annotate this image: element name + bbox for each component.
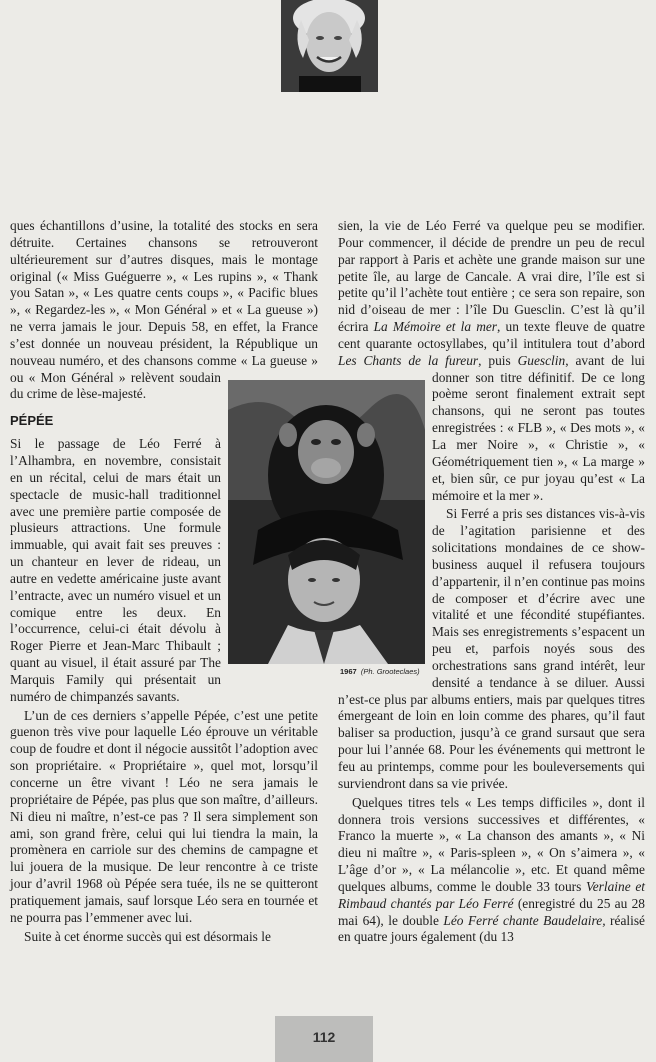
left-paragraph-4: Suite à cet énorme succès qui est désormais le [24,928,271,944]
right-paragraph-2: Si Ferré a pris ses distances vis-à-vis de l’agitation parisienne et des solicitations mondaines de ce show-business auquel il refusera toujours d’appartenir, il n’en continue pas moins de composer et d’écrire avec une vitalité et une fécondité stupéfiantes. Mais ses enregistrements s’espacent un peu et, parfois noyés sous des orchestrations sans grand intérêt, leur densité a tendance à se diluer. Aussi n’est-ce plus par albums entiers, mais par quelques titres émergeant de loin en loin comme des phares, qu’il faut baliser sa production, jusqu’à ce grand sursaut que sera pour lui l’année 68. Pour les événements qui mettront le feu au printemps, comme pour les bouleversements qui surviendront dans sa vie privée. [338,506,645,791]
left-paragraph-3: L’un de ces derniers s’appelle Pépée, c’est une petite guenon très vive pour laquelle Léo éprouve un véritable coup de foudre et dont il négocie aussitôt l’adoption avec son propriétaire. « Propriétaire », quel mot, lorsqu’il concerne un être vivant ! Léo ne sera jamais le propriétaire de Pépée, pas plus que son maître, d’ailleurs. Ni dieu ni maître, n’est-ce pas ? Il sera simplement son ami, son grand frère, celui qui lui tiendra la main, la promènera en carriole sur des chemins de campagne et lui jouera de la musique. De leur rencontre à ce triste jour d’avril 1968 où Pépée sera tuée, ils ne se quitteront pratiquement jamais, sauf lorsque Léo sera en tournée et ne pourra pas l’emmener avec lui. [10,707,318,925]
page-number: 112 [312,1029,336,1045]
photo-credit: (Ph. Grooteclaes) [360,667,420,676]
title-baudelaire: Léo Ferré chante Baudelaire, [443,912,606,928]
title-chants: Les Chants de la fureur [338,352,479,368]
title-memoire: La Mémoire et la mer [373,319,498,335]
chimpanzee-photo [228,380,425,664]
portrait-photo [281,0,378,92]
left-paragraph-1: ques échantillons d’usine, la totalité des stocks en sera détruite. Certaines chansons se retrouveront ultérieurement sur d’autres disques, mais le montage original (« Miss Guéguerre », « Les rupins », « Thank you Satan », « Les quatre cents coups », « Pacific blues », « Regardez-les », « Mon Général » et « La gueuse ») ne verra jamais le jour. Depuis 58, en effet, la France s’est donnée un nouveau président, la République un nouveau numéro, et des chansons comme « La gueuse » ou « Mon Général » relèvent soudain du crime de lèse-majesté. [10,218,318,402]
left-paragraph-2: Si le passage de Léo Ferré à l’Alhambra, en novembre, consistait en un récital, celui de mars était un spectacle de music-hall traditionnel avec une première partie composée de plusieurs attractions. Une formule immuable, qui avait fait ses preuves : un chanteur en lever de rideau, un autre en vedette américaine juste avant l’entracte, avec un numéro visuel et un comique entre les deux. En l’occurrence, celui-ci était dévolu à Roger Pierre et Jean-Marc Thibault ; quant au visuel, il était assuré par The Marquis Family qui présentait un numéro de chimpanzés savants. [10,436,221,704]
section-heading: PÉPÉE [10,413,54,429]
title-guesclin: Guesclin [517,352,566,368]
photo-caption [340,667,430,676]
photo-year: 1967 [340,667,357,676]
title-verlaine: Verlaine et Rimbaud chantés par Léo Ferré [338,878,645,911]
right-paragraph-1: sien, la vie de Léo Ferré va quelque peu se modifier. Pour commencer, il décide de prendre un peu de recul par rapport à Paris et achète une grande maison sur une petite île, au large de Cancale. A vrai dire, l’île est si petite qu’il l’achète tout entière ; ce sera son repaire, son nid d’oiseau de mer : l’île Du Guesclin. C’est là qu’il écrira La Mémoire et la mer, un texte fleuve de quatre cent quarante octosyllabes, qu’il intitulera tout d’abord Les Chants de la fureur, puis Guesclin, avant de lui donner son titre définitif. De ce long poème seront finalement extrait sept chansons, qui ne seront pas toutes enregistrées : « FLB », « Des mots », « La mer Noire », « Christie », « Géométriquement tien », « La marge » et, bien sûr, ce pur joyau qu’est « La mémoire et la mer ». [338,218,645,503]
right-paragraph-3: Quelques titres tels « Les temps difficiles », dont il donnera trois versions successives et différentes, « Franco la muerte », « La chanson des amants », « Ni dieu ni maître », « Paris-spleen », « On s’aimera », « L’âge d’or », « La mélancolie », etc. Et quand même quelques albums, comme le double 33 tours Verlaine et Rimbaud chantés par Léo Ferré (enregistré du 25 au 28 mai 64), le double Léo Ferré chante Baudelaire, réalisé en quatre jours également (du 13 [338,794,645,945]
